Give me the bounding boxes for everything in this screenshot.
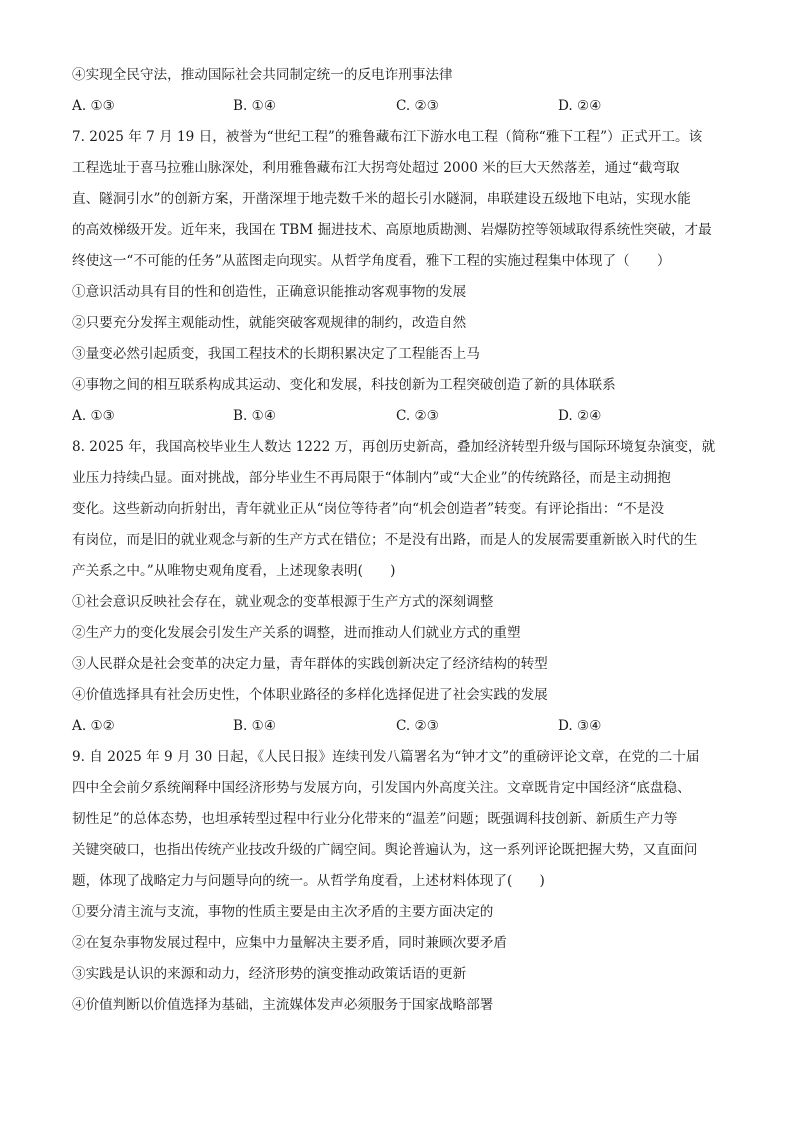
q7-stem-line-5: 终使这一“不可能的任务”从蓝图走向现实。从哲学角度看，雅下工程的实施过程集中体现了（ ） [72,253,671,269]
q7-stem-line-3: 直、隧洞引水”的创新方案，开凿深埋于地壳数千米的超长引水隧洞，串联建设五级地下电站，实现水能 [72,191,691,207]
q9-stem-line-2: 四中全会前夕系统阐释中国经济形势与发展方向，引发国内外高度关注。文章既肯定中国经济“底盘稳、 [72,780,691,796]
q8-options [72,711,724,742]
exam-page [72,60,724,1021]
q7-stem-line-1: 7. 2025 年 7 月 19 日，被誉为“世纪工程”的雅鲁藏布江下游水电工程（简称“雅下工程”）正式开工。该 [72,129,703,145]
prev-option-c[interactable]: C. ②③ [396,98,439,114]
q7-statement-4: ④事物之间的相互联系构成其运动、变化和发展，科技创新为工程突破创造了新的具体联系 [72,377,616,393]
q8-statement-2: ②生产力的变化发展会引发生产关系的调整，进而推动人们就业方式的重塑 [72,625,521,641]
q7-options [72,401,724,432]
q7-statement-1: ①意识活动具有目的性和创造性，正确意识能推动客观事物的发展 [72,284,467,300]
q7-statement-2: ②只要充分发挥主观能动性，就能突破客观规律的制约，改造自然 [72,315,467,331]
prev-option-d[interactable]: D. ②④ [558,98,602,114]
q8-stem-line-5: 产关系之中。”从唯物史观角度看，上述现象表明( ) [72,563,396,579]
q9-statement-2: ②在复杂事物发展过程中，应集中力量解决主要矛盾，同时兼顾次要矛盾 [72,935,507,951]
prev-option-a[interactable]: A. ①③ [72,98,115,114]
prev-statement-4: ④实现全民守法，推动国际社会共同制定统一的反电诈刑事法律 [72,67,453,83]
q7-stem-line-2: 工程选址于喜马拉雅山脉深处，利用雅鲁藏布江大拐弯处超过 2000 米的巨大天然落差，通过“截弯取 [72,160,680,176]
q9-stem-line-4: 关键突破口，也指出传统产业技改升级的广阔空间。舆论普遍认为，这一系列评论既把握大势，又直面问 [72,842,698,858]
q9-statement-3: ③实践是认识的来源和动力，经济形势的演变推动政策话语的更新 [72,966,467,982]
q8-option-d[interactable]: D. ③④ [558,718,602,734]
q9-stem-line-5: 题，体现了战略定力与问题导向的统一。从哲学角度看，上述材料体现了( ) [72,873,545,889]
q8-stem-line-4: 有岗位，而是旧的就业观念与新的生产方式在错位；不是没有出路，而是人的发展需要重新嵌入时代的生 [72,532,698,548]
q8-option-b[interactable]: B. ①④ [233,718,277,734]
q9-statement-1: ①要分清主流与支流，事物的性质主要是由主次矛盾的主要方面决定的 [72,904,494,920]
q7-option-c[interactable]: C. ②③ [396,408,439,424]
q7-stem-line-4: 的高效梯级开发。近年来，我国在 TBM 掘进技术、高原地质勘测、岩爆防控等领域取得系统性突破，才最 [72,222,712,238]
q8-option-c[interactable]: C. ②③ [396,718,439,734]
q9-stem-line-3: 韧性足”的总体态势，也坦承转型过程中行业分化带来的“温差”问题；既强调科技创新、新质生产力等 [72,811,678,827]
question-7 [72,122,724,432]
prev-options [72,91,724,122]
q8-statement-4: ④价值选择具有社会历史性，个体职业路径的多样化选择促进了社会实践的发展 [72,687,548,703]
prev-option-b[interactable]: B. ①④ [233,98,277,114]
question-9 [72,742,724,1021]
q8-stem-line-2: 业压力持续凸显。面对挑战，部分毕业生不再局限于“体制内”或“大企业”的传统路径，而是主动拥抱 [72,470,671,486]
q7-option-b[interactable]: B. ①④ [233,408,277,424]
q8-option-a[interactable]: A. ①② [72,718,115,734]
q8-statement-1: ①社会意识反映社会存在，就业观念的变革根源于生产方式的深刻调整 [72,594,494,610]
q9-statement-4: ④价值判断以价值选择为基础，主流媒体发声必须服务于国家战略部署 [72,997,494,1013]
q9-stem-line-1: 9. 自 2025 年 9 月 30 日起，《人民日报》连续刊发八篇署名为“钟才文”的重磅评论文章，在党的二十届 [72,749,700,765]
question-8 [72,432,724,742]
q7-option-d[interactable]: D. ②④ [558,408,602,424]
q8-statement-3: ③人民群众是社会变革的决定力量，青年群体的实践创新决定了经济结构的转型 [72,656,548,672]
q8-stem-line-3: 变化。这些新动向折射出，青年就业正从“岗位等待者”向“机会创造者”转变。有评论指出：“不是没 [72,501,665,517]
q8-stem-line-1: 8. 2025 年，我国高校毕业生人数达 1222 万，再创历史新高，叠加经济转型升级与国际环境复杂演变，就 [72,439,716,455]
q7-option-a[interactable]: A. ①③ [72,408,115,424]
q7-statement-3: ③量变必然引起质变，我国工程技术的长期积累决定了工程能否上马 [72,346,480,362]
